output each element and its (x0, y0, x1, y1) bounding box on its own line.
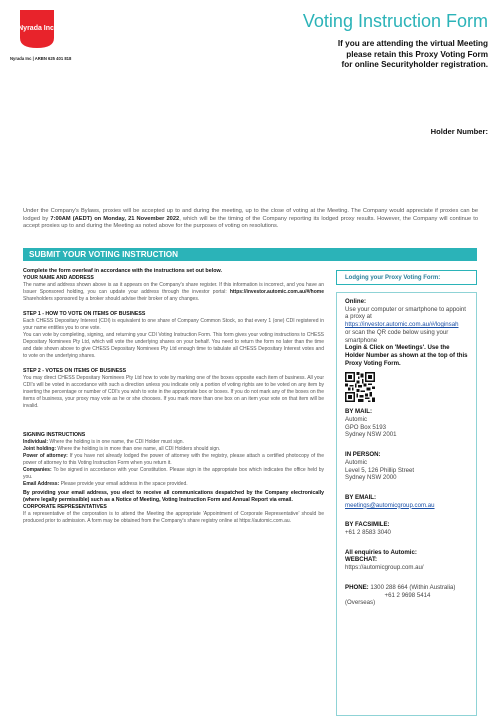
signing-item (23, 446, 324, 453)
signing-item (23, 453, 324, 467)
email-link[interactable]: meetings@automicgroup.com.au (345, 501, 435, 509)
signing-text: To be signed in accordance with your Constitution. Please sign in the appropriate box which indicates the office held by you. (23, 467, 324, 480)
signing-text: If you have not already lodged the power of attorney with the registry, please attach a certified photocopy of the power of attorney to this Voting Instruction Form when you return it. (23, 453, 324, 466)
name-address-text (23, 282, 324, 303)
corporate-text: If a representative of the corporation is to attend the Meeting the appropriate 'Appointment of Corporate Representative' should be produced prior to admission. A form may be obtained from the Company's share registry online at https://automic.com.au. (23, 511, 324, 524)
subtitle (228, 39, 488, 71)
address-line: Level 5, 126 Phillip Street (345, 466, 415, 474)
intro-text: , which will be the timing of the Company reporting its lodged proxy results. However, the Company will continue to accept proxies up to and during the Meeting as noted above for the purposes of voting on resolutions. (23, 215, 478, 230)
webchat-heading: WEBCHAT: (345, 556, 378, 564)
form-title: Voting Instruction Form (302, 11, 488, 31)
online-text2: or scan the QR code below using your smartphone (345, 328, 449, 344)
spacer (23, 360, 324, 368)
step1-heading: STEP 1 - HOW TO VOTE ON ITEMS OF BUSINESS (23, 311, 146, 317)
signing-label: Joint holding: (23, 446, 57, 452)
instructions-column (23, 268, 324, 525)
signing-item (23, 439, 324, 446)
signing-heading: SIGNING INSTRUCTIONS (23, 432, 86, 438)
lodging-header: Lodging your Proxy Voting Form: (336, 270, 477, 285)
qr-code-icon[interactable] (345, 372, 375, 402)
phone-number: 1300 288 664 (Within Australia) (368, 583, 456, 591)
enquiries-heading: All enquiries to Automic: (345, 548, 417, 556)
subtitle-line: for online Securityholder registration. (341, 60, 488, 69)
fax-number: +61 2 8583 3040 (345, 529, 391, 537)
fax-heading: BY FACSIMILE: (345, 521, 390, 529)
online-heading: Online: (345, 298, 366, 305)
signing-label: Companies: (23, 467, 52, 473)
signing-text: Please provide your email address in the space provided. (59, 481, 188, 487)
online-instructions: Login & Click on 'Meetings'. Use the Holder Number as shown at the top of this Proxy Voting Form. (345, 344, 468, 367)
investor-portal-link[interactable]: https://investor.automic.com.au/#/home (229, 289, 324, 295)
signing-text: Where the holding is in one name, the CDI Holder must sign. (48, 439, 184, 445)
body-text: The name and address shown above is as it appears on the Company's share register. If this information is incorrect, and you have an Issuer Sponsored holding, you can update your address through the investor portal: (23, 282, 324, 295)
subtitle-line: please retain this Proxy Voting Form (346, 49, 488, 59)
phone-line (345, 584, 470, 592)
mail-line: GPO Box 5193 (345, 423, 386, 431)
name-address-heading: YOUR NAME AND ADDRESS (23, 275, 94, 281)
step1-text: Each CHESS Depositary Interest (CDI) is equivalent to one share of Company Common Stock, so that every 1 (one) CDI registered in your name entitles you to one vote. (23, 318, 324, 331)
in-person-heading: IN PERSON: (345, 451, 381, 459)
webchat-link[interactable]: https://automicgroup.com.au/ (345, 564, 424, 572)
signing-item (23, 467, 324, 481)
step2-text: You may direct CHESS Depositary Nominees Pty Ltd how to vote by marking one of the boxes opposite each item of business. All your CDI's will be voted in accordance with such a direction unless you indicate only a portion of voting rights are to be voted on any item by inserting the percentage or number of CDI's you wish to vote in the appropriate box or boxes. If you do not mark any of the boxes on the items of business, your proxy may vote as he or she chooses. If you mark more than one box on an item your vote on that item will be invalid. (23, 375, 324, 409)
email-heading: BY EMAIL: (345, 493, 377, 501)
signing-label: Power of attorney: (23, 453, 68, 459)
mail-line: Sydney NSW 2001 (345, 431, 397, 439)
corporate-heading: CORPORATE REPRESENTATIVES (23, 504, 107, 510)
lodging-options (336, 292, 477, 716)
instructions-lead: Complete the form overleaf in accordance with the instructions set out below. (23, 268, 222, 274)
phone-number: +61 2 9698 5414 (384, 591, 431, 599)
signing-text: Where the holding is in more than one name, all CDI Holders should sign. (56, 446, 221, 452)
signing-label: Email Address: (23, 481, 60, 487)
holder-number-label: Holder Number: (430, 127, 488, 136)
section-banner: SUBMIT YOUR VOTING INSTRUCTION (23, 248, 477, 261)
spacer (23, 410, 324, 432)
address-line: Automic (345, 458, 368, 466)
lodge-deadline: 7:00AM (AEDT) on Monday, 21 November 2022 (50, 215, 180, 222)
logo-text: Nyrada Inc. (18, 25, 56, 32)
intro-paragraph (23, 208, 478, 231)
address-line: Sydney NSW 2000 (345, 474, 397, 482)
mail-heading: BY MAIL: (345, 408, 372, 416)
signing-item (23, 481, 324, 488)
email-consent: By providing your email address, you elect to receive all communications despatched by the Company electronically (where legally permissible) such as a Notice of Meeting, Voting Instruction Form and Annual Report via email. (23, 490, 324, 503)
company-registration: Nyrada Inc | ARBN 625 401 818 (10, 56, 72, 61)
signing-label: Individual: (23, 439, 48, 445)
body-text: Shareholders sponsored by a broker should advise their broker of any changes. (23, 296, 200, 302)
online-text: Use your computer or smartphone to appoint a proxy at (345, 305, 466, 321)
investor-login-link[interactable]: https://investor.automic.com.au/#/loginsah (345, 321, 459, 329)
subtitle-line: If you are attending the virtual Meeting (337, 39, 488, 48)
step1-text2: You can vote by completing, signing, and returning your CDI Voting Instruction Form. This form gives your voting instructions to CHESS Depositary Nominees Pty Ltd, which will vote the underlying shares on your behalf. You need to return the form no later than the time and date shown above to give CHESS Depositary Nominees Pty Ltd enough time to tabulate all CHESS Depositary Interest votes and to vote on the underlying shares. (23, 332, 324, 359)
step2-heading: STEP 2 - VOTES ON ITEMS OF BUSINESS (23, 368, 127, 374)
phone-note: (Overseas) (345, 599, 376, 607)
spacer (23, 303, 324, 311)
mail-line: Automic (345, 416, 368, 424)
phone-heading: PHONE: (345, 583, 369, 591)
lodging-panel (336, 270, 477, 716)
company-logo (18, 8, 56, 50)
intro-text: Under the Company's Bylaws, proxies will be accepted up to and during the meeting, up to the close of voting at the Meeting. The Company would appreciate if proxies can be lodged by (23, 208, 478, 222)
